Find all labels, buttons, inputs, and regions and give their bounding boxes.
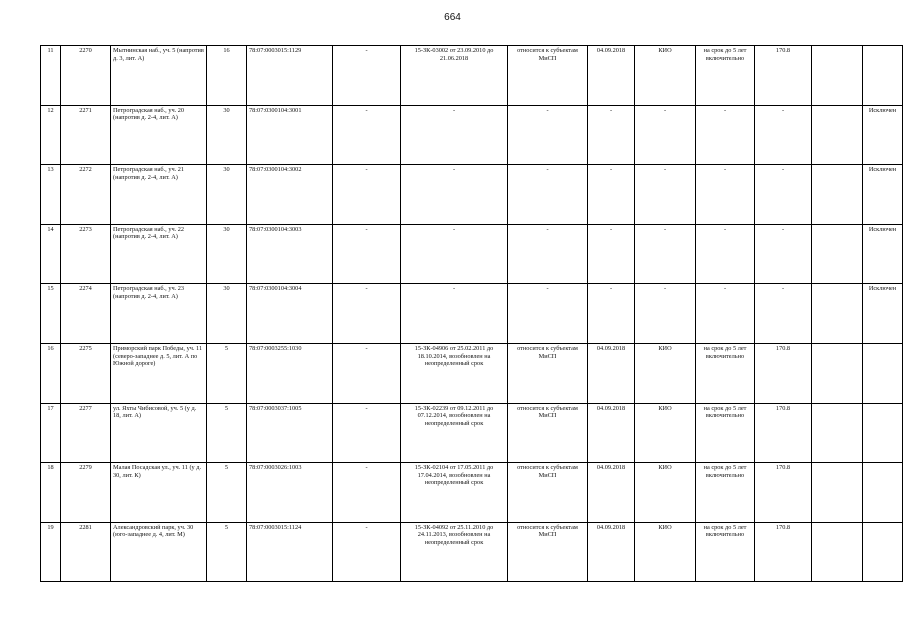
code-cell: -: [755, 224, 812, 284]
empty-cell: [812, 105, 863, 165]
cadastral-number-cell: 78:07:0300104:3002: [247, 165, 333, 225]
column-5-cell: -: [333, 403, 401, 463]
cadastral-number-cell: 78:07:0300104:3001: [247, 105, 333, 165]
organization-cell: КИО: [635, 463, 696, 523]
contract-cell: -: [401, 284, 508, 344]
record-id-cell: 2271: [61, 105, 111, 165]
address-cell: Петроградская наб., уч. 23 (напротив д. 2-4, лит. А): [111, 284, 207, 344]
contract-cell: -: [401, 224, 508, 284]
term-cell: на срок до 5 лет включительно: [696, 403, 755, 463]
note-cell: Исключен: [863, 284, 903, 344]
date-cell: -: [588, 105, 635, 165]
empty-cell: [812, 403, 863, 463]
note-cell: Исключен: [863, 105, 903, 165]
area-cell: 5: [207, 522, 247, 582]
status-cell: относится к субъектам МиСП: [508, 463, 588, 523]
note-cell: [863, 522, 903, 582]
address-cell: Александровский парк, уч. 30 (юго-западнее д. 4, лит. М): [111, 522, 207, 582]
note-cell: [863, 343, 903, 403]
term-cell: на срок до 5 лет включительно: [696, 522, 755, 582]
address-cell: ул. Яхты Чибисовой, уч. 5 (у д. 18, лит. А): [111, 403, 207, 463]
address-cell: Петроградская наб., уч. 22 (напротив д. 2-4, лит. А): [111, 224, 207, 284]
column-5-cell: -: [333, 165, 401, 225]
status-cell: -: [508, 105, 588, 165]
empty-cell: [812, 522, 863, 582]
empty-cell: [812, 224, 863, 284]
area-cell: 30: [207, 165, 247, 225]
column-5-cell: -: [333, 46, 401, 106]
note-cell: [863, 46, 903, 106]
record-id-cell: 2270: [61, 46, 111, 106]
contract-cell: -: [401, 105, 508, 165]
term-cell: -: [696, 105, 755, 165]
organization-cell: -: [635, 105, 696, 165]
organization-cell: КИО: [635, 522, 696, 582]
address-cell: Мытнинская наб., уч. 5 (напротив д. 3, лит. А): [111, 46, 207, 106]
status-cell: относится к субъектам МиСП: [508, 46, 588, 106]
row-number-cell: 19: [41, 522, 61, 582]
organization-cell: КИО: [635, 46, 696, 106]
table-row: [41, 522, 903, 582]
empty-cell: [812, 463, 863, 523]
table-row: [41, 463, 903, 523]
row-number-cell: 12: [41, 105, 61, 165]
table-row: [41, 165, 903, 225]
date-cell: -: [588, 224, 635, 284]
date-cell: -: [588, 284, 635, 344]
address-cell: Петроградская наб., уч. 20 (напротив д. 2-4, лит. А): [111, 105, 207, 165]
organization-cell: -: [635, 224, 696, 284]
cadastral-number-cell: 78:07:0003026:1003: [247, 463, 333, 523]
table-row: [41, 105, 903, 165]
record-id-cell: 2281: [61, 522, 111, 582]
date-cell: 04.09.2018: [588, 403, 635, 463]
record-id-cell: 2277: [61, 403, 111, 463]
area-cell: 30: [207, 105, 247, 165]
area-cell: 5: [207, 463, 247, 523]
table-row: [41, 343, 903, 403]
note-cell: [863, 463, 903, 523]
row-number-cell: 18: [41, 463, 61, 523]
area-cell: 5: [207, 343, 247, 403]
area-cell: 30: [207, 284, 247, 344]
table-row: [41, 403, 903, 463]
note-cell: [863, 403, 903, 463]
status-cell: относится к субъектам МиСП: [508, 403, 588, 463]
contract-cell: 15-ЗК-02239 от 09.12.2011 до 07.12.2014, возобновлен на неопределенный срок: [401, 403, 508, 463]
address-cell: Малая Посадская ул., уч. 11 (у д. 30, лит. К): [111, 463, 207, 523]
page-number: 664: [444, 12, 461, 23]
note-cell: Исключен: [863, 165, 903, 225]
cadastral-number-cell: 78:07:0003015:1124: [247, 522, 333, 582]
term-cell: на срок до 5 лет включительно: [696, 463, 755, 523]
column-5-cell: -: [333, 343, 401, 403]
register-table: [40, 45, 903, 582]
date-cell: 04.09.2018: [588, 522, 635, 582]
cadastral-number-cell: 78:07:0003255:1030: [247, 343, 333, 403]
organization-cell: -: [635, 165, 696, 225]
row-number-cell: 16: [41, 343, 61, 403]
contract-cell: 15-ЗК-03002 от 23.09.2010 до 21.06.2018: [401, 46, 508, 106]
code-cell: 170.8: [755, 463, 812, 523]
contract-cell: -: [401, 165, 508, 225]
row-number-cell: 11: [41, 46, 61, 106]
record-id-cell: 2273: [61, 224, 111, 284]
empty-cell: [812, 343, 863, 403]
empty-cell: [812, 165, 863, 225]
contract-cell: 15-ЗК-04906 от 25.02.2011 до 18.10.2014, возобновлен на неопределенный срок: [401, 343, 508, 403]
row-number-cell: 13: [41, 165, 61, 225]
area-cell: 16: [207, 46, 247, 106]
date-cell: 04.09.2018: [588, 463, 635, 523]
empty-cell: [812, 46, 863, 106]
column-5-cell: -: [333, 522, 401, 582]
row-number-cell: 17: [41, 403, 61, 463]
date-cell: -: [588, 165, 635, 225]
note-cell: Исключен: [863, 224, 903, 284]
area-cell: 30: [207, 224, 247, 284]
date-cell: 04.09.2018: [588, 343, 635, 403]
code-cell: -: [755, 284, 812, 344]
status-cell: относится к субъектам МиСП: [508, 343, 588, 403]
column-5-cell: -: [333, 224, 401, 284]
row-number-cell: 15: [41, 284, 61, 344]
term-cell: -: [696, 224, 755, 284]
area-cell: 5: [207, 403, 247, 463]
column-5-cell: -: [333, 463, 401, 523]
term-cell: -: [696, 165, 755, 225]
code-cell: -: [755, 165, 812, 225]
address-cell: Петроградская наб., уч. 21 (напротив д. 2-4, лит. А): [111, 165, 207, 225]
date-cell: 04.09.2018: [588, 46, 635, 106]
status-cell: -: [508, 165, 588, 225]
record-id-cell: 2272: [61, 165, 111, 225]
organization-cell: КИО: [635, 343, 696, 403]
term-cell: на срок до 5 лет включительно: [696, 343, 755, 403]
code-cell: 170.8: [755, 403, 812, 463]
cadastral-number-cell: 78:07:0300104:3003: [247, 224, 333, 284]
column-5-cell: -: [333, 105, 401, 165]
record-id-cell: 2275: [61, 343, 111, 403]
cadastral-number-cell: 78:07:0003037:1005: [247, 403, 333, 463]
table-row: [41, 46, 903, 106]
code-cell: 170.8: [755, 522, 812, 582]
code-cell: 170.8: [755, 343, 812, 403]
status-cell: -: [508, 224, 588, 284]
contract-cell: 15-ЗК-04092 от 25.11.2010 до 24.11.2013, возобновлен на неопределенный срок: [401, 522, 508, 582]
status-cell: -: [508, 284, 588, 344]
term-cell: -: [696, 284, 755, 344]
contract-cell: 15-ЗК-02104 от 17.05.2011 до 17.04.2014, возобновлен на неопределенный срок: [401, 463, 508, 523]
row-number-cell: 14: [41, 224, 61, 284]
table-row: [41, 284, 903, 344]
cadastral-number-cell: 78:07:0300104:3004: [247, 284, 333, 344]
term-cell: на срок до 5 лет включительно: [696, 46, 755, 106]
status-cell: относится к субъектам МиСП: [508, 522, 588, 582]
address-cell: Приморский парк Победы, уч. 11 (северо-западнее д. 5, лит. А по Южной дороге): [111, 343, 207, 403]
record-id-cell: 2279: [61, 463, 111, 523]
record-id-cell: 2274: [61, 284, 111, 344]
table-row: [41, 224, 903, 284]
code-cell: -: [755, 105, 812, 165]
column-5-cell: -: [333, 284, 401, 344]
organization-cell: -: [635, 284, 696, 344]
code-cell: 170.8: [755, 46, 812, 106]
empty-cell: [812, 284, 863, 344]
cadastral-number-cell: 78:07:0003015:1129: [247, 46, 333, 106]
organization-cell: КИО: [635, 403, 696, 463]
